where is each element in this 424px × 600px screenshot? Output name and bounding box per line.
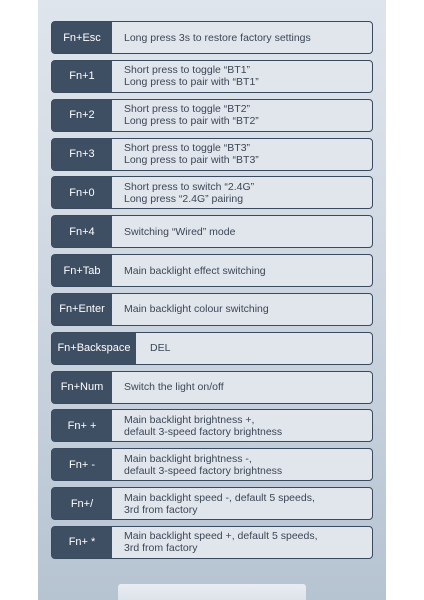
shortcut-description	[112, 410, 372, 441]
shortcut-row-fn-minus	[51, 448, 373, 481]
shortcut-description	[112, 177, 372, 208]
shortcut-row-fn-esc	[51, 21, 373, 54]
shortcut-description	[112, 22, 372, 53]
description-line: Main backlight speed -, default 5 speeds,	[124, 491, 315, 504]
shortcut-row-fn-4	[51, 215, 373, 248]
description-line: Short press to switch “2.4G”	[124, 180, 255, 193]
description-line: default 3-speed factory brightness	[124, 425, 283, 438]
key-label: Fn+ -	[52, 449, 112, 480]
key-label: Fn+Tab	[52, 255, 112, 286]
description-line: Main backlight speed +, default 5 speeds,	[124, 530, 318, 543]
key-label: Fn+/	[52, 488, 112, 519]
description-line: Short press to toggle “BT1”	[124, 64, 251, 77]
description-line: Long press “2.4G” pairing	[124, 192, 244, 205]
description-line: Main backlight effect switching	[124, 264, 266, 277]
shortcut-panel	[38, 0, 386, 600]
description-line: Short press to toggle “BT3”	[124, 142, 251, 155]
shortcut-row-fn-num	[51, 371, 373, 404]
description-line: DEL	[150, 342, 171, 355]
description-line: Long press 3s to restore factory settings	[124, 31, 311, 44]
description-line: Long press to pair with “BT3”	[124, 154, 259, 167]
key-label: Fn+Num	[52, 372, 112, 403]
shortcut-description	[112, 294, 372, 325]
stand-base	[118, 584, 306, 600]
shortcut-list	[51, 21, 373, 565]
shortcut-description	[136, 333, 372, 364]
description-line: Switching “Wired” mode	[124, 225, 236, 238]
description-line: Main backlight colour switching	[124, 303, 269, 316]
key-label: Fn+Enter	[52, 294, 112, 325]
shortcut-row-fn-3	[51, 138, 373, 171]
shortcut-description	[112, 61, 372, 92]
shortcut-row-fn-backspace	[51, 332, 373, 365]
description-line: Long press to pair with “BT2”	[124, 115, 259, 128]
key-label: Fn+3	[52, 139, 112, 170]
shortcut-description	[112, 372, 372, 403]
shortcut-description	[112, 139, 372, 170]
key-label: Fn+4	[52, 216, 112, 247]
shortcut-description	[112, 100, 372, 131]
description-line: 3rd from factory	[124, 542, 198, 555]
description-line: Main backlight brightness -,	[124, 452, 252, 465]
shortcut-row-fn-0	[51, 176, 373, 209]
description-line: Short press to toggle “BT2”	[124, 103, 251, 116]
description-line: Switch the light on/off	[124, 381, 224, 394]
key-label: Fn+Backspace	[52, 333, 136, 364]
key-label: Fn+Esc	[52, 22, 112, 53]
shortcut-description	[112, 449, 372, 480]
shortcut-row-fn-1	[51, 60, 373, 93]
description-line: Long press to pair with “BT1”	[124, 76, 259, 89]
description-line: Main backlight brightness +,	[124, 413, 255, 426]
shortcut-row-fn-enter	[51, 293, 373, 326]
shortcut-description	[112, 488, 372, 519]
key-label: Fn+2	[52, 100, 112, 131]
key-label: Fn+ *	[52, 527, 112, 558]
shortcut-row-fn-slash	[51, 487, 373, 520]
shortcut-row-fn-tab	[51, 254, 373, 287]
shortcut-description	[112, 255, 372, 286]
shortcut-row-fn-2	[51, 99, 373, 132]
shortcut-row-fn-plus	[51, 409, 373, 442]
shortcut-description	[112, 216, 372, 247]
description-line: 3rd from factory	[124, 503, 198, 516]
key-label: Fn+0	[52, 177, 112, 208]
shortcut-description	[112, 527, 372, 558]
key-label: Fn+1	[52, 61, 112, 92]
key-label: Fn+ +	[52, 410, 112, 441]
shortcut-row-fn-asterisk	[51, 526, 373, 559]
description-line: default 3-speed factory brightness	[124, 464, 283, 477]
